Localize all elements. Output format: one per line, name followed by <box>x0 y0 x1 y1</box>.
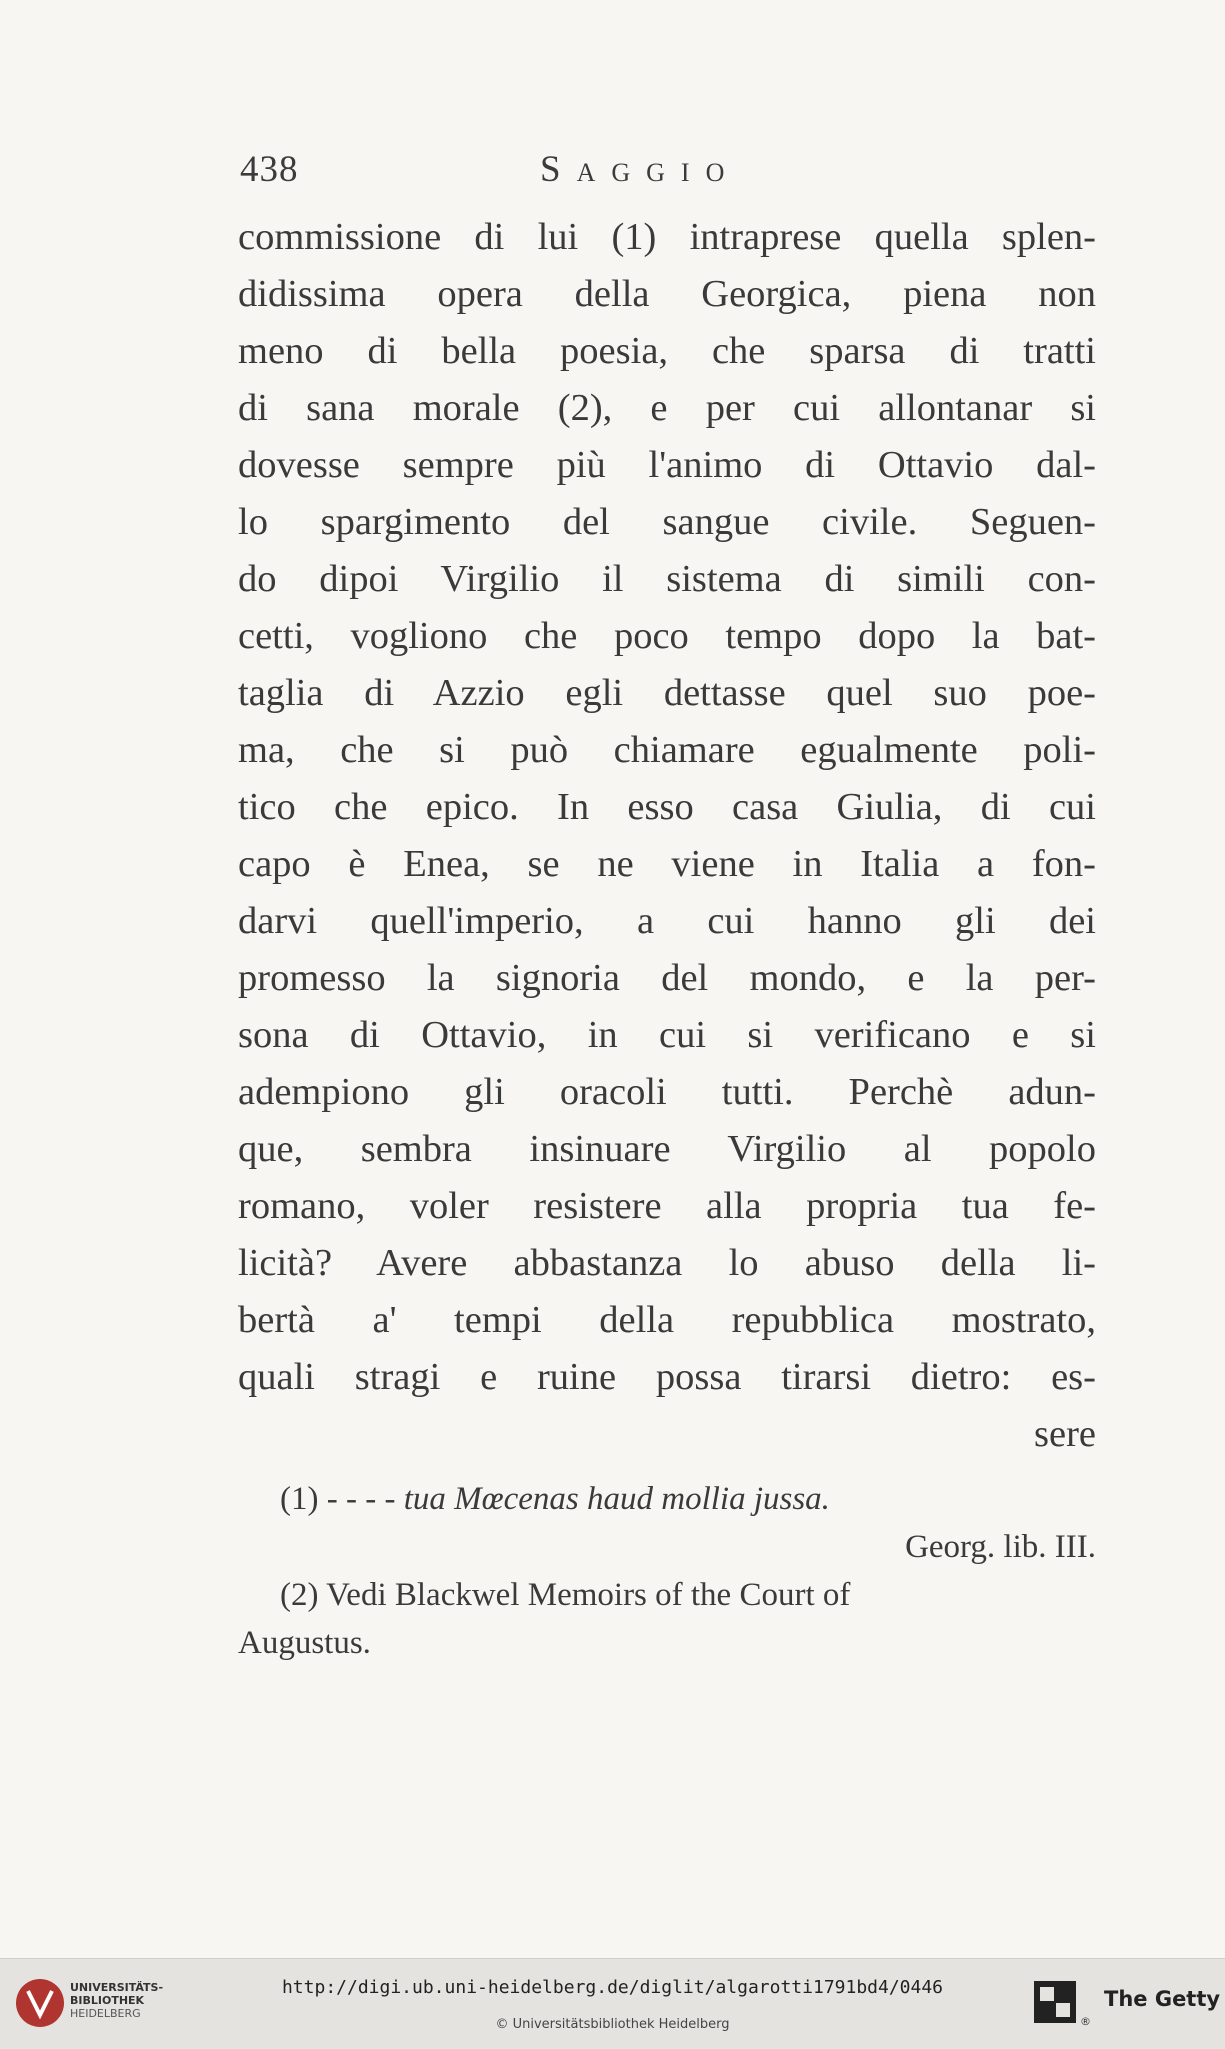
text-line: dovesse sempre più l'animo di Ottavio dal- <box>238 444 1096 486</box>
getty-logo-icon <box>1032 1979 1078 2025</box>
text-line: bertà a' tempi della repubblica mostrato, <box>238 1299 1096 1341</box>
body-text <box>238 209 1096 1463</box>
text-line: capo è Enea, se ne viene in Italia a fon- <box>238 843 1096 885</box>
text-line: darvi quell'imperio, a cui hanno gli dei <box>238 900 1096 942</box>
text-line: que, sembra insinuare Virgilio al popolo <box>238 1128 1096 1170</box>
getty-registered-mark: ® <box>1080 2015 1091 2028</box>
text-line: licità? Avere abbastanza lo abuso della li- <box>238 1242 1096 1284</box>
catchword: sere <box>1034 1413 1096 1455</box>
library-name-line-3: HEIDELBERG <box>70 2007 141 2020</box>
text-line: tico che epico. In esso casa Giulia, di cui <box>238 786 1096 828</box>
running-title: Saggio <box>540 149 741 190</box>
footnote-1 <box>238 1475 1096 1523</box>
text-line: cetti, vogliono che poco tempo dopo la bat- <box>238 615 1096 657</box>
page-number: 438 <box>240 149 299 190</box>
text-line: meno di bella poesia, che sparsa di tratti <box>238 330 1096 372</box>
text-line: didissima opera della Georgica, piena non <box>238 273 1096 315</box>
library-name-line-1: UNIVERSITÄTS- <box>70 1981 164 1994</box>
library-name-line-2: BIBLIOTHEK <box>70 1994 145 2007</box>
footnote-2: (2) Vedi Blackwel Memoirs of the Court of <box>280 1577 851 1613</box>
footnote-2-continuation: Augustus. <box>238 1625 371 1661</box>
page-header <box>240 148 1100 198</box>
text-line: romano, voler resistere alla propria tua fe- <box>238 1185 1096 1227</box>
text-line: commissione di lui (1) intraprese quella splen- <box>238 216 1096 258</box>
text-line: promesso la signoria del mondo, e la per- <box>238 957 1096 999</box>
footnotes <box>238 1475 1096 1667</box>
text-line: adempiono gli oracoli tutti. Perchè adun- <box>238 1071 1096 1113</box>
footnote-1-quote: tua Mœcenas haud mollia jussa. <box>403 1481 830 1517</box>
text-line: do dipoi Virgilio il sistema di simili con- <box>238 558 1096 600</box>
permalink-url[interactable]: http://digi.ub.uni-heidelberg.de/diglit/algarotti1791bd4/0446 <box>281 1977 944 1998</box>
text-line: taglia di Azzio egli dettasse quel suo poe- <box>238 672 1096 714</box>
text-line: di sana morale (2), e per cui allontanar si <box>238 387 1096 429</box>
viewer-footer <box>0 1958 1225 2049</box>
text-line: quali stragi e ruine possa tirarsi dietro: es- <box>238 1356 1096 1398</box>
getty-label: The Getty <box>1104 1987 1221 2011</box>
footnote-1-marker: (1) - - - - <box>280 1481 396 1517</box>
text-line: sona di Ottavio, in cui si verificano e si <box>238 1014 1096 1056</box>
text-line: ma, che si può chiamare egualmente poli- <box>238 729 1096 771</box>
text-line: lo spargimento del sangue civile. Seguen- <box>238 501 1096 543</box>
footnote-1-source: Georg. lib. III. <box>905 1529 1096 1565</box>
copyright-notice: © Universitätsbibliothek Heidelberg <box>495 2017 730 2032</box>
